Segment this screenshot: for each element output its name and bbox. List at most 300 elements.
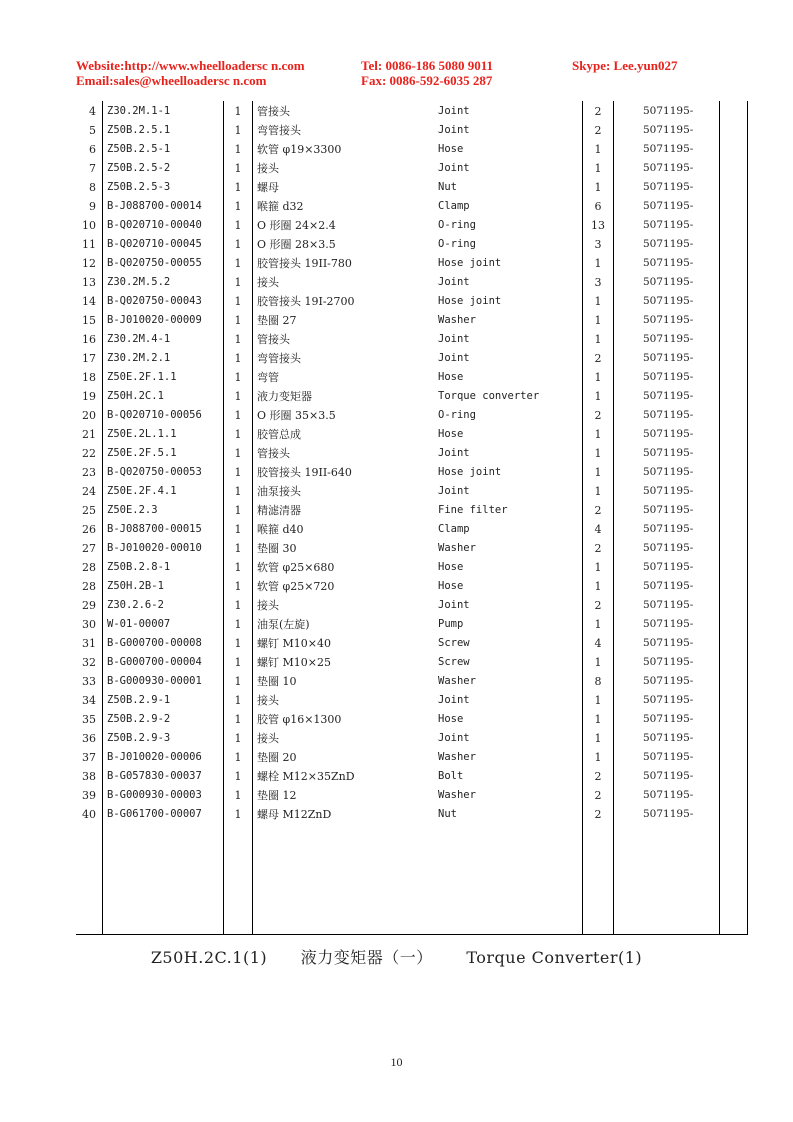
unit-qty: 1 <box>234 200 242 213</box>
unit-qty: 1 <box>234 276 242 289</box>
row-number: 27 <box>82 542 96 555</box>
name-english: O-ring <box>438 409 476 421</box>
name-english: Nut <box>438 808 457 820</box>
reference-number: 5071195- <box>643 181 694 193</box>
table-row <box>0 140 793 159</box>
unit-qty: 1 <box>234 808 242 821</box>
row-number: 15 <box>82 314 96 327</box>
reference-number: 5071195- <box>643 485 694 497</box>
name-chinese: 螺钉 M10×40 <box>257 637 331 650</box>
name-chinese: 喉箍 d32 <box>257 200 304 213</box>
name-english: Hose joint <box>438 257 502 269</box>
table-row <box>0 121 793 140</box>
row-number: 17 <box>82 352 96 365</box>
reference-number: 5071195- <box>643 162 694 174</box>
name-english: Joint <box>438 732 470 744</box>
name-english: Hose <box>438 580 464 592</box>
name-chinese: 螺母 <box>257 181 279 194</box>
name-english: O-ring <box>438 219 476 231</box>
part-code: Z50E.2F.1.1 <box>107 371 177 383</box>
name-english: Clamp <box>438 200 470 212</box>
row-number: 20 <box>82 409 96 422</box>
table-row <box>0 805 793 824</box>
name-chinese: O 形圈 28×3.5 <box>257 238 336 251</box>
reference-number: 5071195- <box>643 694 694 706</box>
part-code: Z50E.2L.1.1 <box>107 428 177 440</box>
name-english: Hose <box>438 371 464 383</box>
row-number: 14 <box>82 295 96 308</box>
unit-qty: 1 <box>234 504 242 517</box>
reference-number: 5071195- <box>643 105 694 117</box>
row-number: 7 <box>89 162 96 175</box>
reference-number: 5071195- <box>643 713 694 725</box>
unit-qty: 1 <box>234 238 242 251</box>
reference-number: 5071195- <box>643 276 694 288</box>
unit-qty: 1 <box>234 637 242 650</box>
part-code: Z50B.2.8-1 <box>107 561 171 573</box>
table-row <box>0 729 793 748</box>
name-chinese: 垫圈 10 <box>257 675 297 688</box>
name-chinese: 接头 <box>257 276 279 289</box>
row-number: 5 <box>89 124 96 137</box>
name-chinese: 螺母 M12ZnD <box>257 808 332 821</box>
quantity: 1 <box>594 428 602 441</box>
reference-number: 5071195- <box>643 618 694 630</box>
unit-qty: 1 <box>234 618 242 631</box>
quantity: 8 <box>594 675 602 688</box>
reference-number: 5071195- <box>643 409 694 421</box>
part-code: Z50E.2F.5.1 <box>107 447 177 459</box>
quantity: 1 <box>594 314 602 327</box>
row-number: 39 <box>82 789 96 802</box>
name-english: Joint <box>438 162 470 174</box>
part-code: Z50B.2.5-1 <box>107 143 171 155</box>
table-row <box>0 539 793 558</box>
table-row <box>0 615 793 634</box>
name-english: Hose joint <box>438 466 502 478</box>
table-row <box>0 216 793 235</box>
name-english: O-ring <box>438 238 476 250</box>
reference-number: 5071195- <box>643 523 694 535</box>
unit-qty: 1 <box>234 732 242 745</box>
unit-qty: 1 <box>234 371 242 384</box>
table-row <box>0 596 793 615</box>
name-chinese: 油泵(左旋) <box>257 618 310 631</box>
part-code: Z50H.2B-1 <box>107 580 164 592</box>
quantity: 1 <box>594 713 602 726</box>
table-row <box>0 444 793 463</box>
name-english: Joint <box>438 124 470 136</box>
part-code: Z30.2M.5.2 <box>107 276 171 288</box>
name-chinese: 油泵接头 <box>257 485 301 498</box>
name-english: Washer <box>438 542 476 554</box>
name-chinese: 垫圈 30 <box>257 542 297 555</box>
quantity: 2 <box>594 542 602 555</box>
quantity: 1 <box>594 694 602 707</box>
reference-number: 5071195- <box>643 314 694 326</box>
quantity: 1 <box>594 390 602 403</box>
table-row <box>0 425 793 444</box>
row-number: 18 <box>82 371 96 384</box>
reference-number: 5071195- <box>643 751 694 763</box>
row-number: 36 <box>82 732 96 745</box>
unit-qty: 1 <box>234 561 242 574</box>
row-number: 19 <box>82 390 96 403</box>
quantity: 13 <box>591 219 605 232</box>
reference-number: 5071195- <box>643 808 694 820</box>
name-english: Hose <box>438 428 464 440</box>
unit-qty: 1 <box>234 523 242 536</box>
part-code: Z50B.2.9-1 <box>107 694 171 706</box>
part-code: Z30.2M.1-1 <box>107 105 171 117</box>
table-row <box>0 368 793 387</box>
reference-number: 5071195- <box>643 295 694 307</box>
website-link[interactable]: Website:http://www.wheelloadersc n.com <box>76 58 305 73</box>
reference-number: 5071195- <box>643 504 694 516</box>
name-chinese: 弯管接头 <box>257 124 301 137</box>
table-row <box>0 653 793 672</box>
quantity: 1 <box>594 371 602 384</box>
name-english: Pump <box>438 618 464 630</box>
unit-qty: 1 <box>234 105 242 118</box>
name-english: Hose <box>438 561 464 573</box>
unit-qty: 1 <box>234 295 242 308</box>
table-row <box>0 501 793 520</box>
row-number: 34 <box>82 694 96 707</box>
name-english: Screw <box>438 656 470 668</box>
name-chinese: 胶管 φ16×1300 <box>257 713 342 726</box>
reference-number: 5071195- <box>643 200 694 212</box>
part-code: Z50B.2.5-3 <box>107 181 171 193</box>
name-english: Screw <box>438 637 470 649</box>
tel-text: Tel: 0086-186 5080 9011 <box>361 58 494 73</box>
name-chinese: 胶管接头 19II-780 <box>257 257 352 270</box>
name-english: Joint <box>438 105 470 117</box>
name-chinese: O 形圈 24×2.4 <box>257 219 336 232</box>
caption-en: Torque Converter(1) <box>466 948 643 967</box>
quantity: 1 <box>594 732 602 745</box>
table-bottom-border <box>76 934 748 935</box>
row-number: 31 <box>82 637 96 650</box>
quantity: 1 <box>594 751 602 764</box>
name-english: Washer <box>438 751 476 763</box>
quantity: 2 <box>594 808 602 821</box>
name-english: Joint <box>438 352 470 364</box>
table-row <box>0 197 793 216</box>
name-english: Hose joint <box>438 295 502 307</box>
unit-qty: 1 <box>234 466 242 479</box>
quantity: 2 <box>594 352 602 365</box>
reference-number: 5071195- <box>643 675 694 687</box>
table-row <box>0 691 793 710</box>
name-english: Washer <box>438 789 476 801</box>
unit-qty: 1 <box>234 314 242 327</box>
row-number: 23 <box>82 466 96 479</box>
row-number: 13 <box>82 276 96 289</box>
table-row <box>0 292 793 311</box>
quantity: 6 <box>594 200 602 213</box>
reference-number: 5071195- <box>643 542 694 554</box>
row-number: 37 <box>82 751 96 764</box>
unit-qty: 1 <box>234 542 242 555</box>
unit-qty: 1 <box>234 694 242 707</box>
table-row <box>0 520 793 539</box>
part-code: W-01-00007 <box>107 618 171 630</box>
quantity: 1 <box>594 333 602 346</box>
quantity: 1 <box>594 656 602 669</box>
name-chinese: 垫圈 27 <box>257 314 297 327</box>
name-english: Joint <box>438 447 470 459</box>
table-row <box>0 254 793 273</box>
part-code: B-Q020750-00043 <box>107 295 202 307</box>
quantity: 2 <box>594 504 602 517</box>
table-row <box>0 311 793 330</box>
part-code: B-G061700-00007 <box>107 808 202 820</box>
row-number: 40 <box>82 808 96 821</box>
row-number: 22 <box>82 447 96 460</box>
name-english: Joint <box>438 485 470 497</box>
part-code: Z50B.2.5-2 <box>107 162 171 174</box>
row-number: 12 <box>82 257 96 270</box>
row-number: 16 <box>82 333 96 346</box>
unit-qty: 1 <box>234 124 242 137</box>
unit-qty: 1 <box>234 390 242 403</box>
part-code: Z50B.2.9-2 <box>107 713 171 725</box>
name-chinese: 胶管总成 <box>257 428 301 441</box>
reference-number: 5071195- <box>643 580 694 592</box>
unit-qty: 1 <box>234 656 242 669</box>
name-chinese: 管接头 <box>257 105 290 118</box>
name-english: Hose <box>438 143 464 155</box>
table-row <box>0 634 793 653</box>
table-row <box>0 482 793 501</box>
quantity: 1 <box>594 485 602 498</box>
caption-cn: 液力变矩器（一） <box>300 948 433 967</box>
quantity: 2 <box>594 409 602 422</box>
quantity: 1 <box>594 143 602 156</box>
part-code: B-J088700-00014 <box>107 200 202 212</box>
row-number: 26 <box>82 523 96 536</box>
name-chinese: 接头 <box>257 694 279 707</box>
page-number: 10 <box>390 1055 403 1069</box>
part-code: B-J010020-00010 <box>107 542 202 554</box>
table-row <box>0 387 793 406</box>
unit-qty: 1 <box>234 770 242 783</box>
unit-qty: 1 <box>234 580 242 593</box>
reference-number: 5071195- <box>643 219 694 231</box>
part-code: Z50E.2F.4.1 <box>107 485 177 497</box>
unit-qty: 1 <box>234 333 242 346</box>
unit-qty: 1 <box>234 428 242 441</box>
reference-number: 5071195- <box>643 238 694 250</box>
unit-qty: 1 <box>234 181 242 194</box>
part-code: B-Q020750-00053 <box>107 466 202 478</box>
table-row <box>0 178 793 197</box>
name-chinese: 软管 φ25×680 <box>257 561 335 574</box>
name-chinese: 管接头 <box>257 447 290 460</box>
reference-number: 5071195- <box>643 352 694 364</box>
reference-number: 5071195- <box>643 447 694 459</box>
caption-code: Z50H.2C.1(1) <box>150 948 268 967</box>
reference-number: 5071195- <box>643 390 694 402</box>
reference-number: 5071195- <box>643 732 694 744</box>
name-english: Torque converter <box>438 390 540 402</box>
table-row <box>0 102 793 121</box>
quantity: 2 <box>594 105 602 118</box>
part-code: B-G057830-00037 <box>107 770 202 782</box>
part-code: Z30.2.6-2 <box>107 599 164 611</box>
unit-qty: 1 <box>234 751 242 764</box>
part-code: B-J088700-00015 <box>107 523 202 535</box>
name-chinese: 精滤清器 <box>257 504 301 517</box>
fax-text: Fax: 0086-592-6035 287 <box>361 73 493 88</box>
table-row <box>0 558 793 577</box>
table-row <box>0 710 793 729</box>
row-number: 24 <box>82 485 96 498</box>
table-row <box>0 672 793 691</box>
row-number: 33 <box>82 675 96 688</box>
table-row <box>0 159 793 178</box>
reference-number: 5071195- <box>643 656 694 668</box>
table-row <box>0 349 793 368</box>
name-chinese: 弯管 <box>257 371 279 384</box>
reference-number: 5071195- <box>643 599 694 611</box>
reference-number: 5071195- <box>643 561 694 573</box>
part-code: Z50B.2.9-3 <box>107 732 171 744</box>
quantity: 2 <box>594 770 602 783</box>
part-code: B-Q020710-00045 <box>107 238 202 250</box>
unit-qty: 1 <box>234 257 242 270</box>
quantity: 4 <box>594 523 602 536</box>
row-number: 8 <box>89 181 96 194</box>
row-number: 35 <box>82 713 96 726</box>
figure-caption <box>0 945 793 968</box>
part-code: Z50B.2.5.1 <box>107 124 171 136</box>
quantity: 4 <box>594 637 602 650</box>
reference-number: 5071195- <box>643 333 694 345</box>
unit-qty: 1 <box>234 219 242 232</box>
table-body <box>0 102 793 824</box>
part-code: B-G000700-00008 <box>107 637 202 649</box>
reference-number: 5071195- <box>643 124 694 136</box>
reference-number: 5071195- <box>643 637 694 649</box>
name-chinese: 接头 <box>257 162 279 175</box>
part-code: Z50E.2.3 <box>107 504 158 516</box>
reference-number: 5071195- <box>643 466 694 478</box>
table-row <box>0 463 793 482</box>
email-link[interactable]: Email:sales@wheelloadersc n.com <box>76 73 267 88</box>
quantity: 1 <box>594 561 602 574</box>
part-code: B-Q020750-00055 <box>107 257 202 269</box>
row-number: 6 <box>89 143 96 156</box>
part-code: B-G000930-00001 <box>107 675 202 687</box>
quantity: 2 <box>594 789 602 802</box>
quantity: 1 <box>594 257 602 270</box>
reference-number: 5071195- <box>643 371 694 383</box>
name-chinese: 垫圈 12 <box>257 789 297 802</box>
name-chinese: 螺钉 M10×25 <box>257 656 331 669</box>
name-chinese: 软管 φ19×3300 <box>257 143 342 156</box>
part-code: B-G000700-00004 <box>107 656 202 668</box>
name-chinese: 胶管接头 19II-640 <box>257 466 352 479</box>
row-number: 28 <box>82 561 96 574</box>
row-number: 9 <box>89 200 96 213</box>
name-chinese: 螺栓 M12×35ZnD <box>257 770 355 783</box>
unit-qty: 1 <box>234 352 242 365</box>
unit-qty: 1 <box>234 143 242 156</box>
name-chinese: 软管 φ25×720 <box>257 580 335 593</box>
name-english: Washer <box>438 314 476 326</box>
part-code: B-J010020-00009 <box>107 314 202 326</box>
unit-qty: 1 <box>234 162 242 175</box>
name-english: Clamp <box>438 523 470 535</box>
quantity: 2 <box>594 599 602 612</box>
name-chinese: 胶管接头 19I-2700 <box>257 295 355 308</box>
unit-qty: 1 <box>234 599 242 612</box>
name-chinese: O 形圈 35×3.5 <box>257 409 336 422</box>
part-code: B-J010020-00006 <box>107 751 202 763</box>
reference-number: 5071195- <box>643 789 694 801</box>
name-english: Joint <box>438 599 470 611</box>
quantity: 1 <box>594 181 602 194</box>
part-code: Z30.2M.2.1 <box>107 352 171 364</box>
reference-number: 5071195- <box>643 770 694 782</box>
unit-qty: 1 <box>234 675 242 688</box>
name-english: Joint <box>438 333 470 345</box>
part-code: B-Q020710-00040 <box>107 219 202 231</box>
table-row <box>0 273 793 292</box>
row-number: 25 <box>82 504 96 517</box>
row-number: 28 <box>82 580 96 593</box>
unit-qty: 1 <box>234 409 242 422</box>
quantity: 1 <box>594 295 602 308</box>
quantity: 1 <box>594 162 602 175</box>
unit-qty: 1 <box>234 485 242 498</box>
name-english: Joint <box>438 694 470 706</box>
row-number: 10 <box>82 219 96 232</box>
name-english: Hose <box>438 713 464 725</box>
reference-number: 5071195- <box>643 143 694 155</box>
name-chinese: 接头 <box>257 732 279 745</box>
quantity: 2 <box>594 124 602 137</box>
unit-qty: 1 <box>234 713 242 726</box>
row-number: 29 <box>82 599 96 612</box>
row-number: 4 <box>89 105 96 118</box>
name-chinese: 管接头 <box>257 333 290 346</box>
table-row <box>0 330 793 349</box>
quantity: 3 <box>594 276 602 289</box>
reference-number: 5071195- <box>643 428 694 440</box>
name-chinese: 接头 <box>257 599 279 612</box>
name-chinese: 液力变矩器 <box>257 390 312 403</box>
table-row <box>0 767 793 786</box>
table-row <box>0 786 793 805</box>
table-row <box>0 406 793 425</box>
reference-number: 5071195- <box>643 257 694 269</box>
part-code: Z50H.2C.1 <box>107 390 164 402</box>
quantity: 1 <box>594 466 602 479</box>
quantity: 1 <box>594 447 602 460</box>
skype-text: Skype: Lee.yun027 <box>572 58 678 73</box>
table-row <box>0 748 793 767</box>
part-code: B-G000930-00003 <box>107 789 202 801</box>
name-english: Nut <box>438 181 457 193</box>
part-code: Z30.2M.4-1 <box>107 333 171 345</box>
row-number: 38 <box>82 770 96 783</box>
part-code: B-Q020710-00056 <box>107 409 202 421</box>
row-number: 11 <box>82 238 96 251</box>
quantity: 3 <box>594 238 602 251</box>
